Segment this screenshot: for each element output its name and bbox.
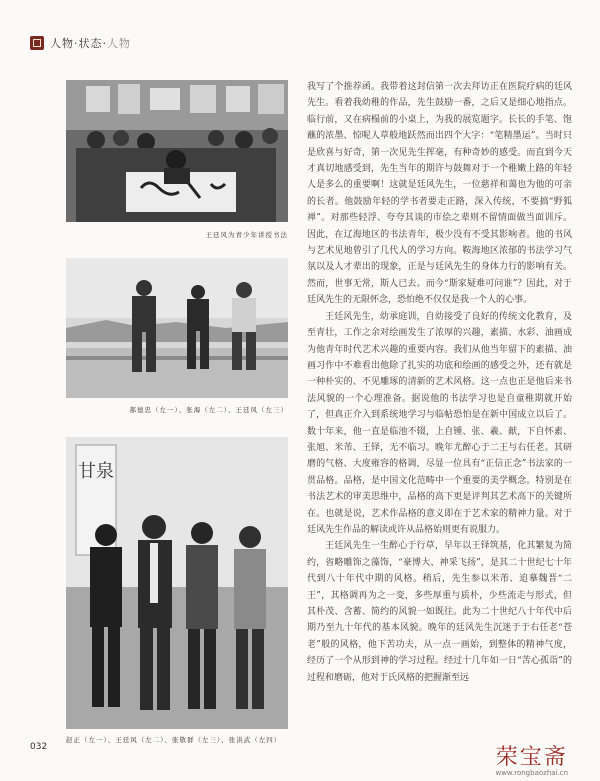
watermark-logo-text: 荣宝斋 bbox=[495, 745, 568, 770]
watermark bbox=[495, 740, 568, 777]
section-title-accent: 人物 bbox=[107, 37, 131, 50]
section-header bbox=[30, 33, 131, 53]
magazine-logo-icon bbox=[30, 36, 44, 50]
article-paragraph-1: 我写了个推荐函。我带着这封信第一次去拜访正在医院疗病的廷风先生。看着我幼稚的作品，先生鼓励一番，之后又是细心地指点。临行前，又在病榻前的小桌上，为我的展览题字。长长的手笔、饱蘸的浓墨、惊呢人草般地跃然而出四个大字：“笔精墨运”。当时只是欣喜与好奇，第一次见先生挥毫，有种奇妙的感受。而直到今天才真切地感受到，先生当年的期许与鼓舞对于一个稚嫩上路的年轻人是多么的重要啊！这就是廷风先生，一位慈祥和蔼也为他的可亲的长者。他鼓励年轻的学书者要走正路，深入传统，不要搞“野狐禅”。对那些轻浮、夸夸其谈的市侩之辈则不留情面做当面训斥。因此，在辽海地区的书法青年，极少没有不受其影响者。他的书风与艺术见地曾引了几代人的学习方向。鞍海地区浓郁的书法学习气氛以及人才辈出的现象，正是与廷风先生的身体力行的影响有关。然而，世事无常，斯人已去。而今“斯家疑难可问谁”？因此，对于廷风先生的无限怀念，恐怕绝不仅仅是我一个人的心事。 bbox=[307, 82, 572, 306]
caption-photo-lecture: 王廷风为青少年讲授书法 bbox=[205, 231, 288, 239]
caption-photo-three-men: 郝德忠（左一）、张海（左二）、王廷风（左三） bbox=[129, 406, 288, 414]
article-paragraph-2: 王廷风先生，幼承庭训，自幼接受了良好的传统文化教育，及至青壮，工作之余对绘画发生了浓厚的兴趣，素描、水彩、油画成为他青年时代艺术兴趣的重要内容。我们从他当年留下的素描、油画习作中不难看出他除了扎实的功底和绘画的感受之外，还有就是一种朴实的、不见雕琢的清新的艺术风格。这一点也正是他后来书法风貌的一个心理准备。据说他的书法学习也是自童稚期就开始了，但真正介入到系统地学习与临帖恐怕是在新中国成立以后了。数十年来，他一直是临池不辍，上自锺、张、羲、献，下自怀素、张旭、米芾、王铎，无不临习。晚年尤醉心于二王与右任老。其研磨的气格、大度雍容的格调，尽显一位具有“正信正念”书法家的一贯品格。品格，是中国文化范畴中一个重要的美学概念。特别是在书法艺术的审美思维中，品格的高下更是评判其艺术高下的关键所在。也就是说，艺术作品格的意义即在于艺术家的精神力量。对于廷风先生作品的解读或许从品格始则更有说服力。 bbox=[307, 311, 572, 535]
article-body bbox=[307, 79, 572, 686]
page-number: 032 bbox=[30, 742, 48, 752]
photo-lecture-image bbox=[66, 80, 288, 222]
caption-photo-four-men: 赵正（左一）、王廷风（左二）、张敬群（左三）、张洪武（左四） bbox=[66, 736, 282, 744]
photo-lecture bbox=[66, 80, 288, 222]
watermark-url: www.rongbaozhai.cn bbox=[495, 769, 568, 777]
photo-three-men-image bbox=[66, 258, 288, 398]
section-title-main: 人物·状态· bbox=[50, 37, 107, 50]
photo-sign-text: 甘泉 bbox=[78, 461, 114, 482]
photo-four-men bbox=[66, 437, 288, 729]
article-paragraph-3: 王廷风先生一生醉心于行草，早年以王铎筑基，化其繁复为简约，省略雕饰之藻饰，“豪博大、神采飞扬”，是其二十世纪七十年代到八十年代中期的风格。稍后，先生参以米芾、追摹魏晋“二王”，其格调再为之一变，多些厚重与质朴，少些流走与形式，但其朴茂、含蓄、简约的风貌一如既往。此为二十世纪八十年代中后期乃至九十年代的基本风貌。晚年的廷风先生沉迷于于右任老“苍老”般的风格，他下苦功夫，从一点一画始，到整体的精神气度，经历了一个从形到神的学习过程。经过十几年如一日“苦心孤诣”的过程和磨砺，他对于氏风格的把握渐至远 bbox=[307, 541, 572, 683]
photo-three-men bbox=[66, 258, 288, 398]
section-title bbox=[50, 35, 131, 51]
photo-four-men-image bbox=[66, 437, 288, 729]
